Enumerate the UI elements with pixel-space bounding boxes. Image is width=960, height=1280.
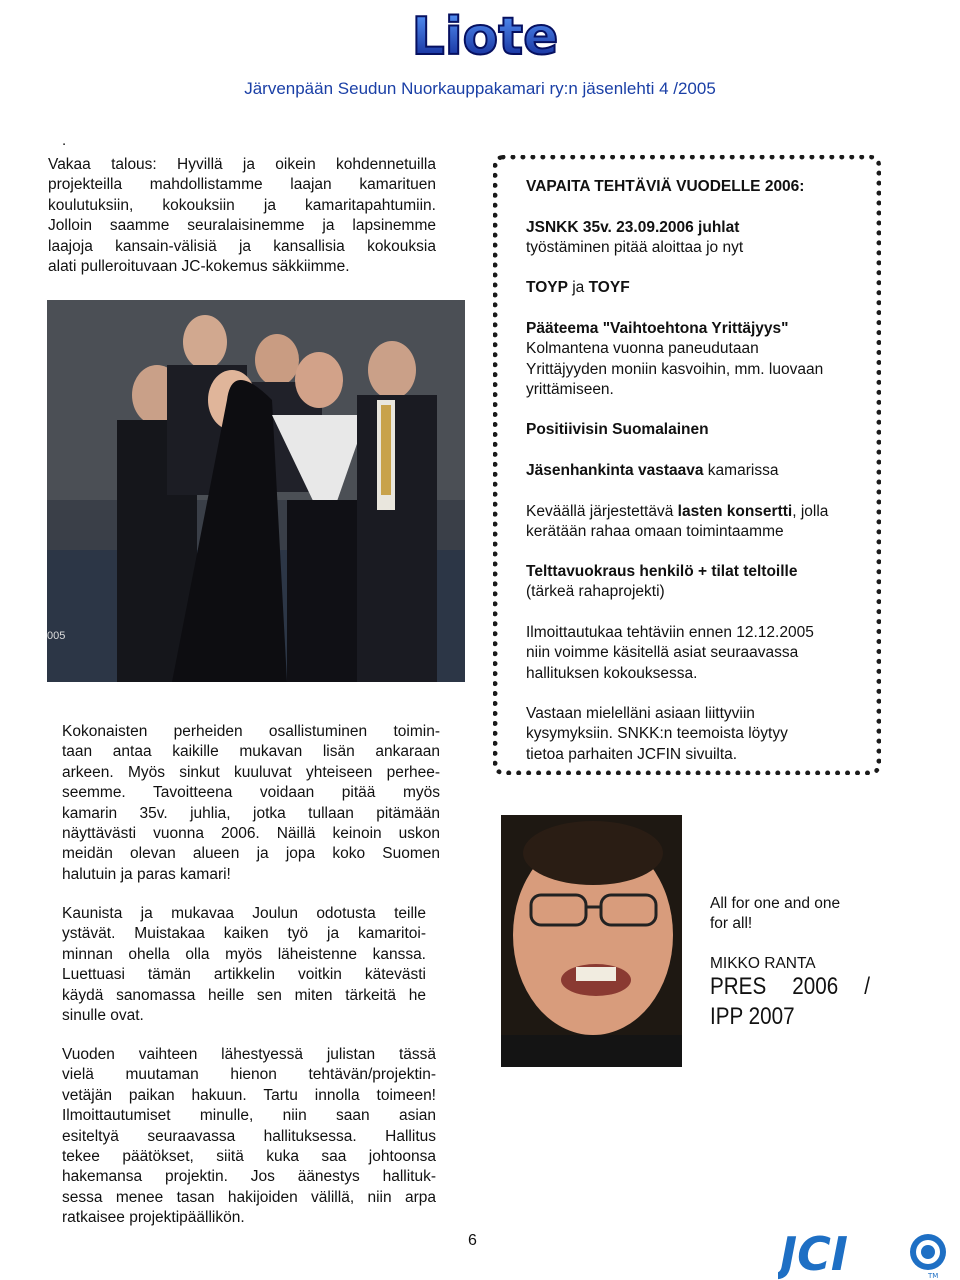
signature-title: PRES 2006 / IPP 2007: [710, 973, 870, 1030]
group-photo: [47, 300, 465, 682]
signature-name: MIKKO RANTA: [710, 955, 816, 972]
paragraph-christmas: Kaunista ja mukavaa Joulun odotusta teille ystävät. Muistakaa kaiken työ ja kamaritoi- minnan ohella olla myös läheistenne kanssa. Luettuasi tämän artikkelin voitkin kätevästi käydä sanomassa heille sen miten tärkeitä he sinulle ovat.: [62, 905, 426, 1025]
paragraph-finances: Vakaa talous: Hyvillä ja oikein kohdennetuilla projekteilla mahdollistamme laajan kamarituen koulutuksiin, kokouksiin ja kamaritapahtumiin. Jolloin saamme seuralaisinemme ja lapsinemme laajoja kansain-välisiä ja kansallisia kokouksia alati pulleroituvaan JC-kokemus säkkiimme.: [48, 156, 436, 276]
box-item-tent-rental: Telttavuokraus henkilö + tilat teltoille (tärkeä rahaprojekti): [526, 563, 798, 601]
page-number: 6: [468, 1232, 477, 1249]
stray-dot: .: [62, 132, 67, 149]
newsletter-subtitle: Järvenpään Seudun Nuorkauppakamari ry:n jäsenlehti 4 /2005: [244, 79, 716, 98]
liote-logo: [410, 0, 560, 66]
box-item-anniversary: JSNKK 35v. 23.09.2006 juhlat työstäminen pitää aloittaa jo nyt: [526, 219, 744, 257]
paragraph-projects: Vuoden vaihteen lähestyessä julistan tässä vielä muutaman hienon tehtävän/projektin- vetäjän paikan hakuun. Tartu innolla toimeen! Ilmoittautumiset minulle, niin saan asian esiteltyä seuraavassa hallituksessa. Hallitus tekee päätökset, siitä kuka saa johtoonsa hakemansa projektin. Jos äänestys hallituk- sessa menee tasan hakijoiden välillä, niin arpa ratkaisee projektipäällikön.: [62, 1046, 436, 1227]
box-item-toyp: TOYP ja TOYF: [526, 279, 630, 296]
jci-logo: [778, 1226, 948, 1280]
paragraph-families: Kokonaisten perheiden osallistuminen toimin- taan antaa kaikille mukavan lisän ankaraan arkeen. Myös sinkut kuuluvat yhteiseen perhee- seemme. Tavoitteena voidaan pitää myös kamarin 35v. juhlia, jotka tullaan pitämään näyttävästi vuonna 2006. Näillä keinoin uskon meidän olevan alueen ja jopa koko Suomen halutuin ja paras kamari!: [62, 723, 440, 883]
box-item-concert: Keväällä järjestettävä lasten konsertti, jolla kerätään rahaa omaan toimintaamme: [526, 503, 829, 541]
box-item-main-theme: Pääteema "Vaihtoehtona Yrittäjyys" Kolmantena vuonna paneudutaan Yrittäjyyden moniin kasvoihin, mm. luovaan yrittämiseen.: [526, 320, 824, 399]
box-heading: VAPAITA TEHTÄVIÄ VUODELLE 2006:: [526, 178, 805, 195]
motto: All for one and one for all!: [710, 895, 841, 933]
svg-text:Liote: Liote: [411, 7, 559, 66]
box-item-contact: Vastaan mielelläni asiaan liittyviin kysymyksiin. SNKK:n teemoista löytyy tietoa parhaiten JCFIN sivuilta.: [526, 705, 788, 763]
svg-text:TM: TM: [928, 1272, 939, 1280]
box-item-membership: Jäsenhankinta vastaava kamarissa: [526, 462, 779, 479]
box-item-registration: Ilmoittautukaa tehtäviin ennen 12.12.2005 niin voimme käsitellä asiat seuraavassa hallituksen kokouksessa.: [526, 624, 814, 682]
svg-text:JCI: JCI: [780, 1227, 848, 1280]
photo-caption: 005: [47, 630, 66, 642]
box-item-positive-finn: Positiivisin Suomalainen: [526, 421, 709, 438]
portrait-photo: [501, 815, 682, 1067]
